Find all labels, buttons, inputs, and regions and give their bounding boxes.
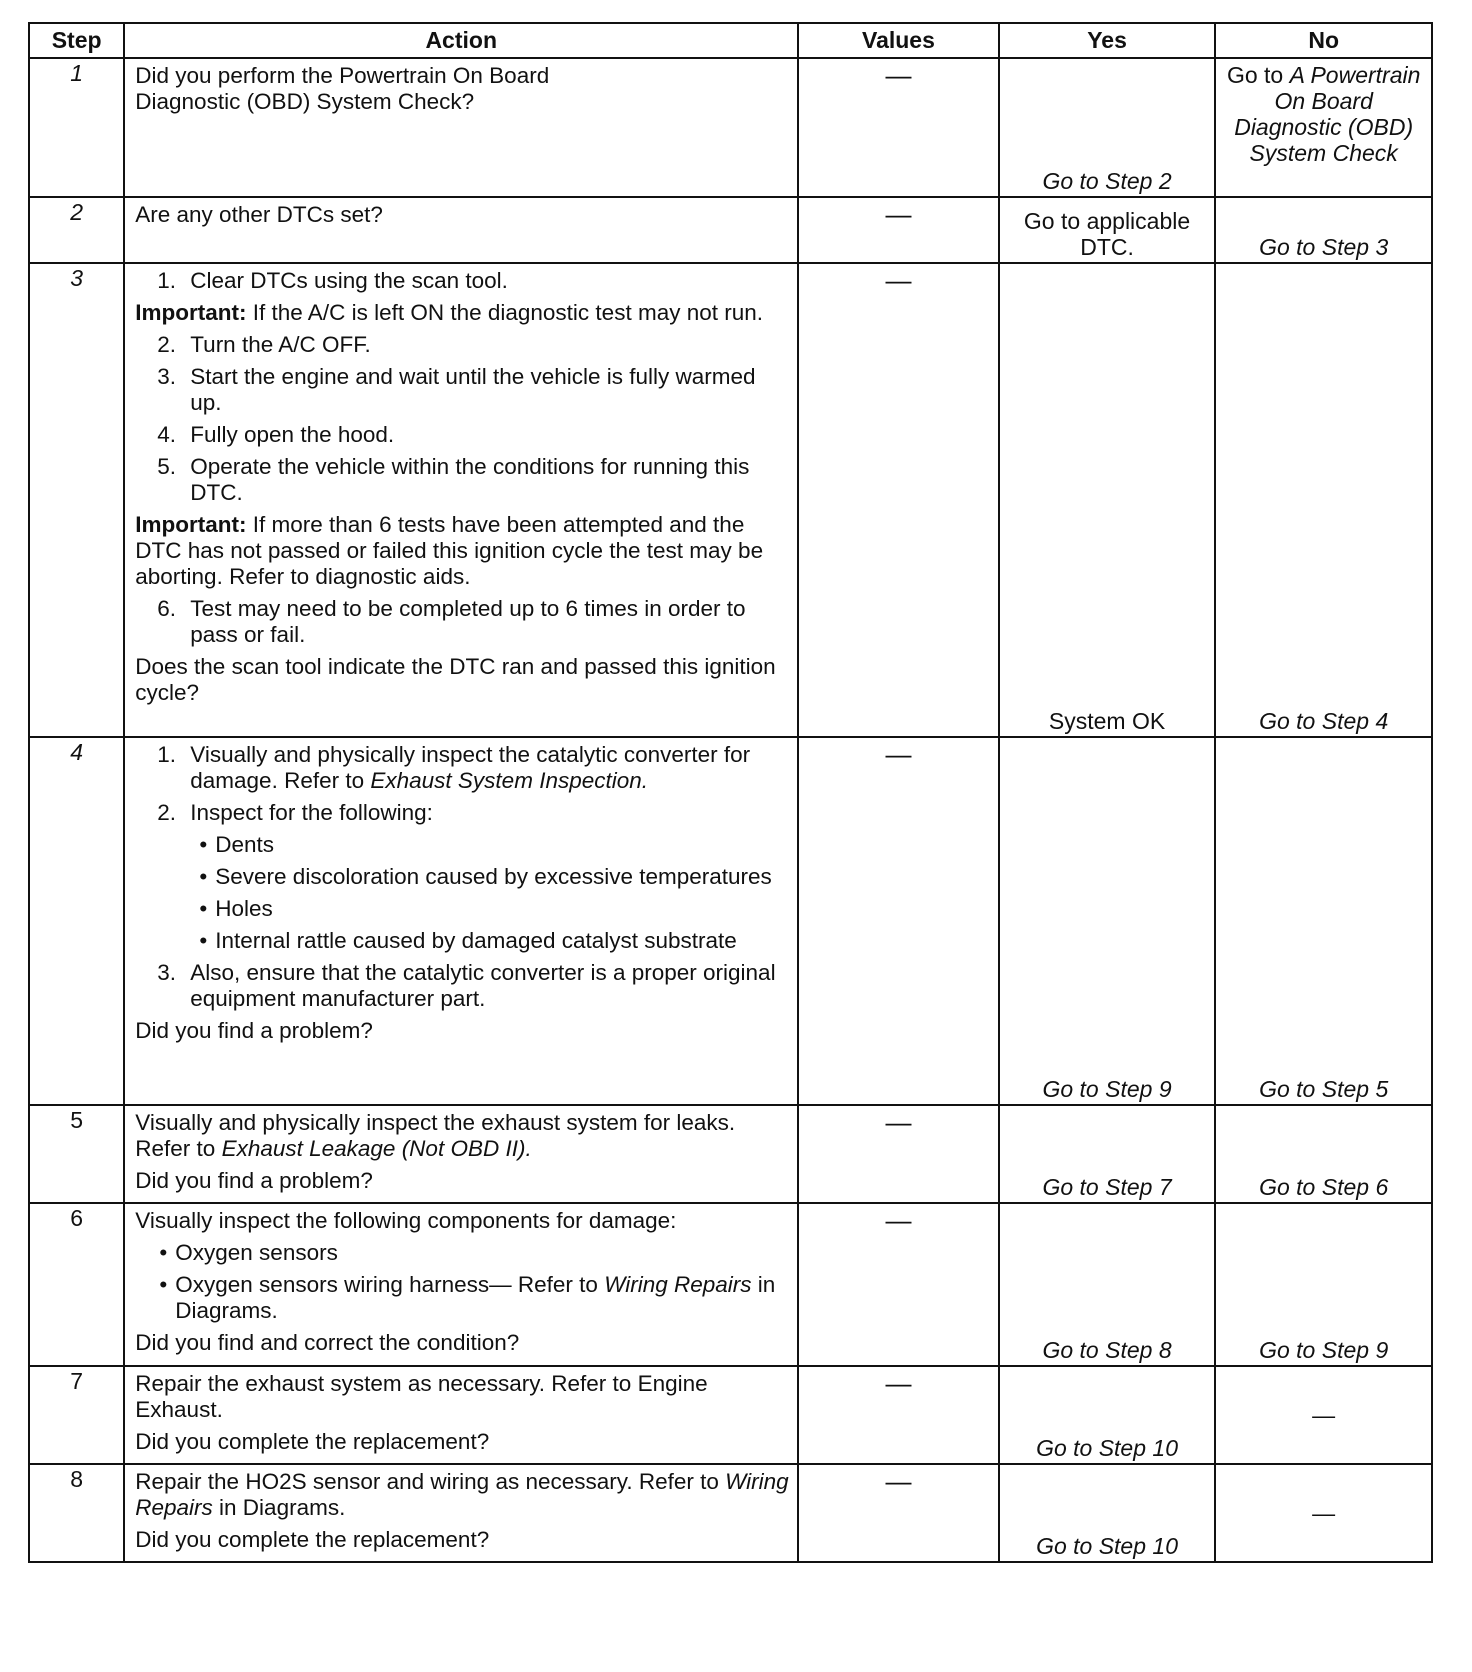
no-result: — bbox=[1215, 1366, 1432, 1464]
no-cell bbox=[1215, 263, 1432, 737]
action-cell bbox=[124, 197, 798, 263]
action-text: Repair the HO2S sensor and wiring as necessary. Refer to Wiring Repairs in Diagrams. bbox=[135, 1469, 789, 1520]
step-number: 8 bbox=[29, 1464, 124, 1562]
no-cell bbox=[1215, 1105, 1432, 1203]
yes-result: Go to Step 9 bbox=[1042, 1076, 1172, 1102]
step-number: 7 bbox=[29, 1366, 124, 1464]
values-cell: — bbox=[798, 197, 999, 263]
yes-result: Go to Step 7 bbox=[1042, 1174, 1172, 1200]
bullet-item: • Internal rattle caused by damaged catalyst substrate bbox=[199, 928, 737, 953]
values-cell: — bbox=[798, 1203, 999, 1366]
step-number: 4 bbox=[29, 737, 124, 1105]
action-text: Are any other DTCs set? bbox=[135, 202, 383, 227]
yes-result: System OK bbox=[1048, 708, 1166, 734]
no-cell bbox=[1215, 737, 1432, 1105]
reference-link: Wiring Repairs bbox=[135, 1469, 789, 1520]
no-result: Go to Step 6 bbox=[1259, 1174, 1389, 1200]
action-cell bbox=[124, 1366, 798, 1464]
action-text: Repair the exhaust system as necessary. Refer to Engine Exhaust. bbox=[135, 1371, 708, 1422]
important-note: Important: If more than 6 tests have been attempted and the DTC has not passed or failed this ignition cycle the test may be aborting. Refer to diagnostic aids. bbox=[135, 512, 764, 589]
action-text: Did you perform the Powertrain On Board Diagnostic (OBD) System Check? bbox=[135, 63, 550, 114]
no-prefix: Go to bbox=[1226, 62, 1290, 88]
action-question: Did you find a problem? bbox=[135, 1018, 373, 1043]
step-number: 3 bbox=[29, 263, 124, 737]
values-cell: — bbox=[798, 737, 999, 1105]
diagnostic-table bbox=[28, 22, 1433, 1563]
yes-cell bbox=[999, 197, 1216, 263]
list-item: 5. Operate the vehicle within the conditions for running this DTC. bbox=[157, 454, 750, 505]
yes-result: Go to applicable DTC. bbox=[1023, 208, 1191, 260]
action-cell bbox=[124, 58, 798, 197]
action-question: Did you find and correct the condition? bbox=[135, 1330, 520, 1355]
bullet-item: • Dents bbox=[199, 832, 275, 857]
table-row bbox=[29, 1105, 1432, 1203]
table-row bbox=[29, 263, 1432, 737]
yes-result: Go to Step 8 bbox=[1042, 1337, 1172, 1363]
values-cell: — bbox=[798, 1105, 999, 1203]
action-question: Did you complete the replacement? bbox=[135, 1429, 490, 1454]
no-cell bbox=[1215, 1203, 1432, 1366]
yes-cell bbox=[999, 263, 1216, 737]
no-result: Go to Step 4 bbox=[1259, 708, 1389, 734]
action-cell bbox=[124, 1203, 798, 1366]
list-item: 2. Turn the A/C OFF. bbox=[157, 332, 371, 357]
yes-cell bbox=[999, 1203, 1216, 1366]
list-item: 3. Also, ensure that the catalytic converter is a proper original equipment manufacturer part. bbox=[157, 960, 776, 1011]
action-question: Does the scan tool indicate the DTC ran and passed this ignition cycle? bbox=[135, 654, 776, 705]
table-row bbox=[29, 737, 1432, 1105]
yes-result: Go to Step 10 bbox=[1036, 1533, 1178, 1559]
no-result: Go to Step 5 bbox=[1259, 1076, 1389, 1102]
header-step: Step bbox=[29, 23, 124, 58]
action-cell bbox=[124, 1105, 798, 1203]
action-text: Visually inspect the following components for damage: bbox=[135, 1208, 677, 1233]
table-row bbox=[29, 1464, 1432, 1562]
values-cell: — bbox=[798, 263, 999, 737]
action-cell bbox=[124, 737, 798, 1105]
header-no: No bbox=[1215, 23, 1432, 58]
bullet-item: • Oxygen sensors bbox=[159, 1240, 338, 1265]
values-cell: — bbox=[798, 58, 999, 197]
important-note: Important: If the A/C is left ON the diagnostic test may not run. bbox=[135, 300, 764, 325]
reference-link: Exhaust System Inspection. bbox=[370, 768, 649, 793]
table-row bbox=[29, 1203, 1432, 1366]
action-cell bbox=[124, 263, 798, 737]
step-number: 1 bbox=[29, 58, 124, 197]
no-result: Go to Step 9 bbox=[1259, 1337, 1389, 1363]
action-question: Did you find a problem? bbox=[135, 1168, 373, 1193]
table-row bbox=[29, 58, 1432, 197]
list-item: 2. Inspect for the following: bbox=[157, 800, 433, 825]
header-row bbox=[29, 23, 1432, 58]
step-number: 6 bbox=[29, 1203, 124, 1366]
bullet-item: • Oxygen sensors wiring harness— Refer to Wiring Repairs in Diagrams. bbox=[159, 1272, 776, 1323]
table-row bbox=[29, 1366, 1432, 1464]
action-text: Visually and physically inspect the exhaust system for leaks. Refer to Exhaust Leakage (Not OBD II). bbox=[135, 1110, 736, 1161]
values-cell: — bbox=[798, 1464, 999, 1562]
action-question: Did you complete the replacement? bbox=[135, 1527, 490, 1552]
bullet-item: • Holes bbox=[199, 896, 273, 921]
table-row bbox=[29, 197, 1432, 263]
reference-link: Exhaust Leakage (Not OBD II). bbox=[221, 1136, 532, 1161]
yes-cell bbox=[999, 1366, 1216, 1464]
yes-cell bbox=[999, 58, 1216, 197]
step-number: 2 bbox=[29, 197, 124, 263]
no-cell bbox=[1215, 58, 1432, 197]
yes-result: Go to Step 10 bbox=[1036, 1435, 1178, 1461]
bullet-item: • Severe discoloration caused by excessive temperatures bbox=[199, 864, 772, 889]
no-result: — bbox=[1215, 1464, 1432, 1562]
yes-cell bbox=[999, 1464, 1216, 1562]
no-link-text: A Powertrain On Board Diagnostic (OBD) System Check bbox=[1234, 62, 1421, 166]
reference-link: Wiring Repairs bbox=[604, 1272, 752, 1297]
no-result bbox=[1217, 60, 1430, 166]
list-item: 4. Fully open the hood. bbox=[157, 422, 395, 447]
no-cell bbox=[1215, 197, 1432, 263]
action-cell bbox=[124, 1464, 798, 1562]
list-item: 3. Start the engine and wait until the vehicle is fully warmed up. bbox=[157, 364, 756, 415]
yes-result: Go to Step 2 bbox=[1042, 168, 1172, 194]
list-item: 6. Test may need to be completed up to 6 times in order to pass or fail. bbox=[157, 596, 746, 647]
yes-cell bbox=[999, 737, 1216, 1105]
values-cell: — bbox=[798, 1366, 999, 1464]
header-values: Values bbox=[798, 23, 999, 58]
list-item: 1. Clear DTCs using the scan tool. bbox=[157, 268, 508, 293]
no-result: Go to Step 3 bbox=[1259, 234, 1389, 260]
header-action: Action bbox=[124, 23, 798, 58]
list-item: 1. Visually and physically inspect the catalytic converter for damage. Refer to Exhaust System Inspection. bbox=[157, 742, 751, 793]
yes-cell bbox=[999, 1105, 1216, 1203]
step-number: 5 bbox=[29, 1105, 124, 1203]
header-yes: Yes bbox=[999, 23, 1216, 58]
